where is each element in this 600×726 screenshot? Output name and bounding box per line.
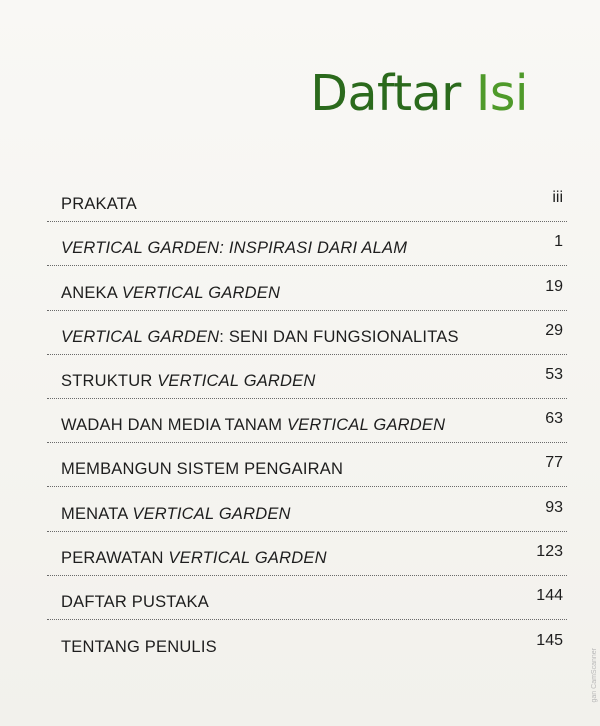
toc-entry-title [61,505,291,524]
toc-entry-page-number: 93 [545,498,563,516]
toc-entry [47,266,567,310]
toc-entry [47,443,567,487]
toc-entry-page-number: 145 [536,632,563,650]
toc-entry-title-italic: VERTICAL GARDEN [286,416,446,435]
scanner-watermark: gan CamScanner [591,647,598,702]
toc-entry-title-italic: VERTICAL GARDEN [61,327,220,346]
toc-entry-page-number: 144 [536,586,563,604]
toc-entry-title-italic: VERTICAL GARDEN [168,548,327,567]
toc-entry-page-number: 1 [554,233,563,251]
toc-entry-title [61,328,459,347]
page-title [310,64,528,122]
toc-entry-title-text: MEMBANGUN SISTEM PENGAIRAN [61,460,344,479]
toc-entry-title [61,460,343,479]
toc-entry-page-number: 77 [545,454,563,472]
toc-entry-title [61,416,445,435]
toc-entry-title [61,239,407,258]
toc-entry-title [61,195,137,214]
toc-entry-page-number: 53 [545,365,563,383]
toc-entry [47,222,567,266]
toc-entry-title [61,549,327,568]
toc-entry [47,532,567,576]
toc-entry [47,487,567,531]
toc-entry-title [61,372,316,391]
toc-entry-title-text: DAFTAR PUSTAKA [61,592,209,611]
toc-entry-title-italic: VERTICAL GARDEN [157,371,316,390]
toc-entry [47,178,567,222]
toc-entry-page-number: 63 [545,410,563,428]
title-word-daftar: Daftar [310,64,461,122]
toc-entry-page-number: iii [552,189,563,207]
toc-entry [47,311,567,355]
toc-entry-title-text: PRAKATA [61,195,137,214]
toc-entry [47,399,567,443]
toc-entry [47,576,567,620]
toc-entry-title-text: WADAH DAN MEDIA TANAM [61,416,287,435]
toc-entry-page-number: 29 [545,321,563,339]
toc-entry-title-text: STRUKTUR [61,371,158,390]
toc-entry-title [61,284,280,303]
toc-entry-title-italic: VERTICAL GARDEN: INSPIRASI DARI ALAM [61,239,408,258]
toc-entry-page-number: 123 [536,542,563,560]
toc-entry-title-text: : SENI DAN FUNGSIONALITAS [219,327,459,346]
table-of-contents [47,178,567,664]
toc-entry-page-number: 19 [545,277,563,295]
toc-entry-title-text: MENATA [61,504,133,523]
toc-entry-title-italic: VERTICAL GARDEN [132,504,291,523]
toc-entry-title [61,593,209,612]
toc-entry-title-italic: VERTICAL GARDEN [121,283,281,302]
toc-entry-title-text: TENTANG PENULIS [61,638,217,657]
toc-entry [47,620,567,664]
title-word-isi: Isi [475,64,528,122]
toc-entry-title-text: ANEKA [61,283,122,302]
toc-entry-title [61,638,217,657]
toc-entry [47,355,567,399]
toc-entry-title-text: PERAWATAN [61,548,169,567]
